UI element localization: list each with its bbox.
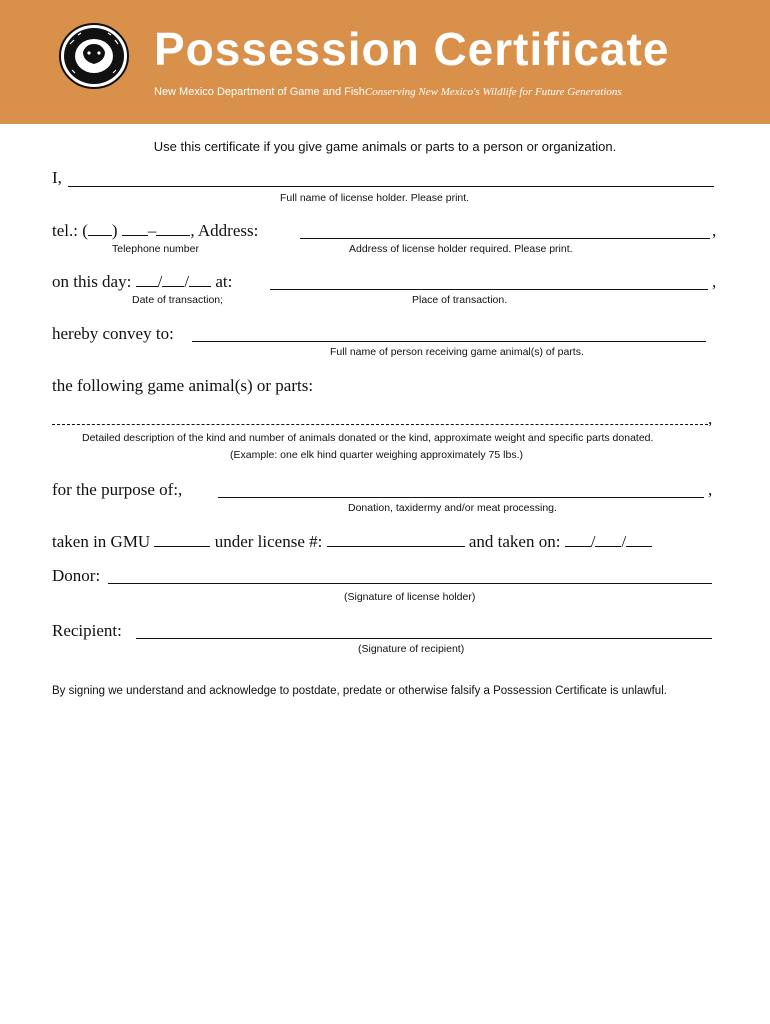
tel-caption: Telephone number (112, 243, 199, 255)
purpose-caption: Donation, taxidermy and/or meat processing. (348, 502, 557, 514)
gmu-label: taken in GMU (52, 532, 151, 551)
animals-description-field-line[interactable] (52, 424, 708, 425)
at-label: at: (215, 272, 233, 291)
taken-sep-1: / (590, 532, 596, 551)
phone-line-field[interactable] (156, 222, 190, 236)
animals-comma: , (708, 409, 713, 428)
name-caption: Full name of license holder. Please print. (280, 192, 470, 204)
animals-caption-1: Detailed description of the kind and number of animals donated or the kind, approximate weight and specific parts donated. (82, 432, 654, 444)
convey-caption: Full name of person receiving game animal(s) of parts. (330, 346, 584, 358)
department-seal-logo (56, 22, 136, 92)
donor-caption: (Signature of license holder) (344, 591, 476, 603)
department-motto: Conserving New Mexico's Wildlife for Future Generations (364, 86, 622, 98)
taken-on-label: and taken on: (468, 532, 561, 551)
gmu-row (52, 532, 652, 552)
recipient-label: Recipient: (52, 621, 122, 640)
purpose-comma: , (708, 480, 713, 499)
address-field-line[interactable] (300, 238, 710, 239)
recipient-caption: (Signature of recipient) (358, 643, 465, 655)
taken-year-field[interactable] (626, 533, 652, 547)
date-month-field[interactable] (136, 273, 158, 287)
convey-label: hereby convey to: (52, 324, 174, 343)
donor-signature-line[interactable] (108, 583, 712, 584)
taken-day-field[interactable] (595, 533, 621, 547)
header-subtitle (154, 86, 622, 98)
tel-sep-2: – (147, 221, 157, 240)
date-row (52, 272, 232, 292)
department-name: New Mexico Department of Game and Fish (154, 86, 365, 98)
legal-disclaimer: By signing we understand and acknowledge to postdate, predate or otherwise falsify a Possession Certificate is unlawful. (52, 685, 667, 697)
gmu-field[interactable] (154, 533, 210, 547)
address-label: , Address: (190, 221, 259, 240)
place-field-line[interactable] (270, 289, 708, 290)
donor-label: Donor: (52, 566, 101, 585)
tel-sep-1: ) (111, 221, 118, 240)
tel-label: tel.: ( (52, 221, 88, 240)
date-sep-2: / (184, 272, 190, 291)
address-comma: , (712, 221, 717, 240)
phone-prefix-field[interactable] (122, 222, 148, 236)
tel-row (52, 221, 258, 241)
area-code-field[interactable] (88, 222, 112, 236)
intro-text: Use this certificate if you give game animals or parts to a person or organization. (153, 139, 617, 154)
license-number-field[interactable] (327, 533, 465, 547)
taken-month-field[interactable] (565, 533, 591, 547)
license-label: under license #: (214, 532, 323, 551)
animals-label: the following game animal(s) or parts: (52, 376, 314, 395)
purpose-label: for the purpose of:, (52, 480, 183, 499)
page-title: Possession Certificate (154, 23, 670, 75)
date-caption: Date of transaction; (132, 294, 224, 306)
purpose-field-line[interactable] (218, 497, 704, 498)
date-label: on this day: (52, 272, 132, 291)
place-caption: Place of transaction. (412, 294, 508, 306)
recipient-signature-line[interactable] (136, 638, 712, 639)
date-day-field[interactable] (162, 273, 184, 287)
recipient-name-field-line[interactable] (192, 341, 706, 342)
animals-caption-2: (Example: one elk hind quarter weighing approximately 75 lbs.) (230, 449, 523, 461)
taken-sep-2: / (621, 532, 627, 551)
name-field-line[interactable] (68, 186, 714, 187)
header-banner (0, 0, 770, 124)
address-caption: Address of license holder required. Please print. (349, 243, 573, 255)
name-prefix: I, (52, 168, 62, 187)
place-comma: , (712, 272, 717, 291)
date-sep-1: / (157, 272, 163, 291)
date-year-field[interactable] (189, 273, 211, 287)
